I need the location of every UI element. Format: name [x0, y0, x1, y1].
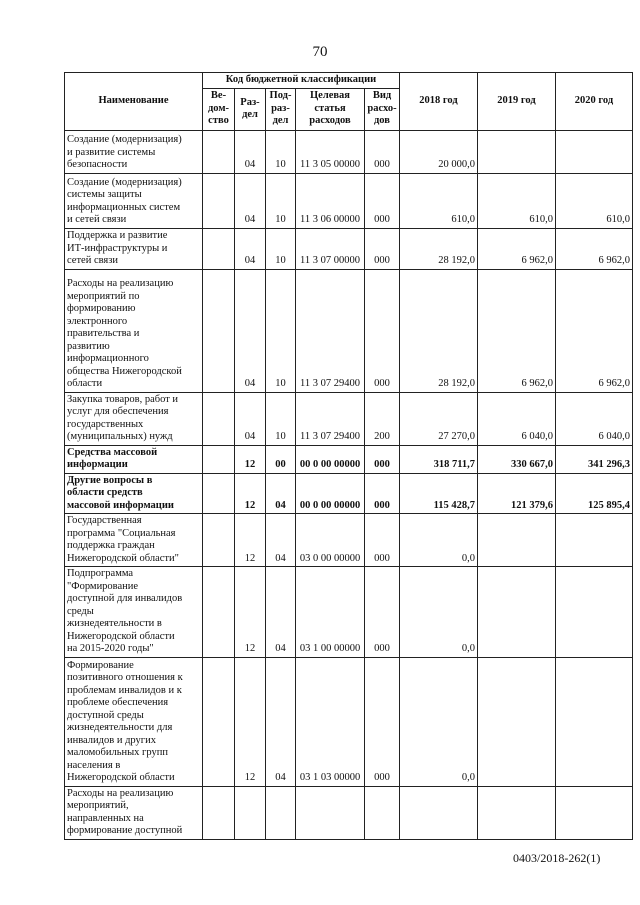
table-row	[65, 173, 633, 228]
cell-name: Создание (модернизация) системы защиты информационных систем и сетей связи	[65, 173, 203, 228]
cell-cs: 11 3 05 00000	[296, 130, 365, 173]
cell-y2019	[478, 514, 556, 567]
cell-pr	[266, 786, 296, 839]
header-razdel: Раз- дел	[235, 88, 266, 130]
cell-name: Подпрограмма "Формирование доступной для инвалидов среды жизнедеятельности в Нижегородской области на 2015-2020 годы"	[65, 567, 203, 658]
header-celevaya-statya: Целевая статья расходов	[296, 88, 365, 130]
cell-vr: 000	[365, 173, 400, 228]
header-vedomstvo: Ве- дом- ство	[203, 88, 235, 130]
cell-vr: 000	[365, 473, 400, 514]
cell-y2020: 6 962,0	[556, 269, 633, 392]
table-row	[65, 786, 633, 839]
cell-y2018: 115 428,7	[400, 473, 478, 514]
cell-name: Создание (модернизация) и развитие системы безопасности	[65, 130, 203, 173]
cell-y2019	[478, 657, 556, 786]
table-row	[65, 514, 633, 567]
cell-y2019: 330 667,0	[478, 445, 556, 473]
cell-y2018: 0,0	[400, 657, 478, 786]
cell-ved	[203, 269, 235, 392]
cell-pr: 10	[266, 173, 296, 228]
cell-vr: 000	[365, 657, 400, 786]
table-row	[65, 392, 633, 445]
cell-cs	[296, 786, 365, 839]
cell-name: Формирование позитивного отношения к проблемам инвалидов и к проблеме обеспечения доступной среды жизнедеятельности для инвалидов и других маломобильных групп населения в Нижегородской области	[65, 657, 203, 786]
cell-ved	[203, 786, 235, 839]
cell-y2020: 341 296,3	[556, 445, 633, 473]
cell-y2020: 610,0	[556, 173, 633, 228]
cell-y2020	[556, 514, 633, 567]
cell-rz: 12	[235, 445, 266, 473]
cell-rz: 04	[235, 228, 266, 269]
cell-name: Расходы на реализацию мероприятий по формированию электронного правительства и развитию информационного общества Нижегородской области	[65, 269, 203, 392]
cell-y2020	[556, 786, 633, 839]
cell-rz	[235, 786, 266, 839]
cell-y2018: 0,0	[400, 514, 478, 567]
cell-y2018: 610,0	[400, 173, 478, 228]
header-2018: 2018 год	[400, 73, 478, 131]
cell-y2020	[556, 567, 633, 658]
header-code-group: Код бюджетной классификации	[203, 73, 400, 89]
cell-y2019: 6 962,0	[478, 228, 556, 269]
cell-rz: 12	[235, 567, 266, 658]
cell-name: Государственная программа "Социальная поддержка граждан Нижегородской области"	[65, 514, 203, 567]
cell-cs: 00 0 00 00000	[296, 473, 365, 514]
cell-ved	[203, 173, 235, 228]
cell-y2018: 318 711,7	[400, 445, 478, 473]
table-row	[65, 473, 633, 514]
table-row	[65, 445, 633, 473]
cell-name: Расходы на реализацию мероприятий, направленных на формирование доступной	[65, 786, 203, 839]
cell-ved	[203, 514, 235, 567]
cell-ved	[203, 445, 235, 473]
cell-cs: 03 0 00 00000	[296, 514, 365, 567]
cell-vr: 000	[365, 228, 400, 269]
cell-name: Поддержка и развитие ИТ-инфраструктуры и сетей связи	[65, 228, 203, 269]
header-2020: 2020 год	[556, 73, 633, 131]
cell-ved	[203, 130, 235, 173]
cell-cs: 11 3 07 29400	[296, 269, 365, 392]
cell-y2018: 28 192,0	[400, 228, 478, 269]
cell-y2019	[478, 786, 556, 839]
table-row	[65, 228, 633, 269]
cell-rz: 12	[235, 473, 266, 514]
cell-vr: 000	[365, 445, 400, 473]
cell-pr: 10	[266, 228, 296, 269]
cell-rz: 04	[235, 269, 266, 392]
header-podrazdel: Под- раз- дел	[266, 88, 296, 130]
cell-vr: 000	[365, 514, 400, 567]
document-code: 0403/2018-262(1)	[513, 851, 601, 865]
cell-rz: 04	[235, 130, 266, 173]
cell-y2020: 125 895,4	[556, 473, 633, 514]
cell-ved	[203, 228, 235, 269]
cell-y2019: 6 962,0	[478, 269, 556, 392]
cell-vr: 000	[365, 567, 400, 658]
cell-pr: 00	[266, 445, 296, 473]
table-row	[65, 130, 633, 173]
cell-cs: 11 3 07 00000	[296, 228, 365, 269]
cell-y2020	[556, 130, 633, 173]
cell-y2020: 6 962,0	[556, 228, 633, 269]
cell-y2018: 27 270,0	[400, 392, 478, 445]
cell-y2018: 28 192,0	[400, 269, 478, 392]
cell-cs: 00 0 00 00000	[296, 445, 365, 473]
cell-y2019: 121 379,6	[478, 473, 556, 514]
cell-rz: 12	[235, 657, 266, 786]
cell-vr: 000	[365, 130, 400, 173]
cell-y2019	[478, 130, 556, 173]
cell-ved	[203, 392, 235, 445]
cell-y2020: 6 040,0	[556, 392, 633, 445]
cell-pr: 04	[266, 514, 296, 567]
cell-rz: 04	[235, 392, 266, 445]
page-number: 70	[312, 44, 328, 60]
header-2019: 2019 год	[478, 73, 556, 131]
cell-vr: 200	[365, 392, 400, 445]
header-name: Наименование	[65, 73, 203, 131]
cell-name: Закупка товаров, работ и услуг для обеспечения государственных (муниципальных) нужд	[65, 392, 203, 445]
cell-cs: 03 1 00 00000	[296, 567, 365, 658]
table-row	[65, 567, 633, 658]
cell-vr: 000	[365, 269, 400, 392]
cell-y2018	[400, 786, 478, 839]
table-row	[65, 269, 633, 392]
cell-pr: 04	[266, 657, 296, 786]
cell-pr: 10	[266, 392, 296, 445]
cell-y2019	[478, 567, 556, 658]
cell-y2018: 20 000,0	[400, 130, 478, 173]
budget-table	[64, 72, 633, 840]
cell-y2019: 6 040,0	[478, 392, 556, 445]
header-vid-rashodov: Вид расхо- дов	[365, 88, 400, 130]
cell-name: Другие вопросы в области средств массовой информации	[65, 473, 203, 514]
cell-pr: 04	[266, 473, 296, 514]
cell-cs: 03 1 03 00000	[296, 657, 365, 786]
cell-cs: 11 3 07 29400	[296, 392, 365, 445]
cell-ved	[203, 567, 235, 658]
cell-ved	[203, 657, 235, 786]
table-row	[65, 657, 633, 786]
cell-name: Средства массовой информации	[65, 445, 203, 473]
cell-cs: 11 3 06 00000	[296, 173, 365, 228]
cell-pr: 10	[266, 269, 296, 392]
cell-rz: 12	[235, 514, 266, 567]
cell-ved	[203, 473, 235, 514]
cell-pr: 04	[266, 567, 296, 658]
cell-pr: 10	[266, 130, 296, 173]
cell-y2019: 610,0	[478, 173, 556, 228]
cell-y2020	[556, 657, 633, 786]
cell-vr	[365, 786, 400, 839]
cell-y2018: 0,0	[400, 567, 478, 658]
cell-rz: 04	[235, 173, 266, 228]
